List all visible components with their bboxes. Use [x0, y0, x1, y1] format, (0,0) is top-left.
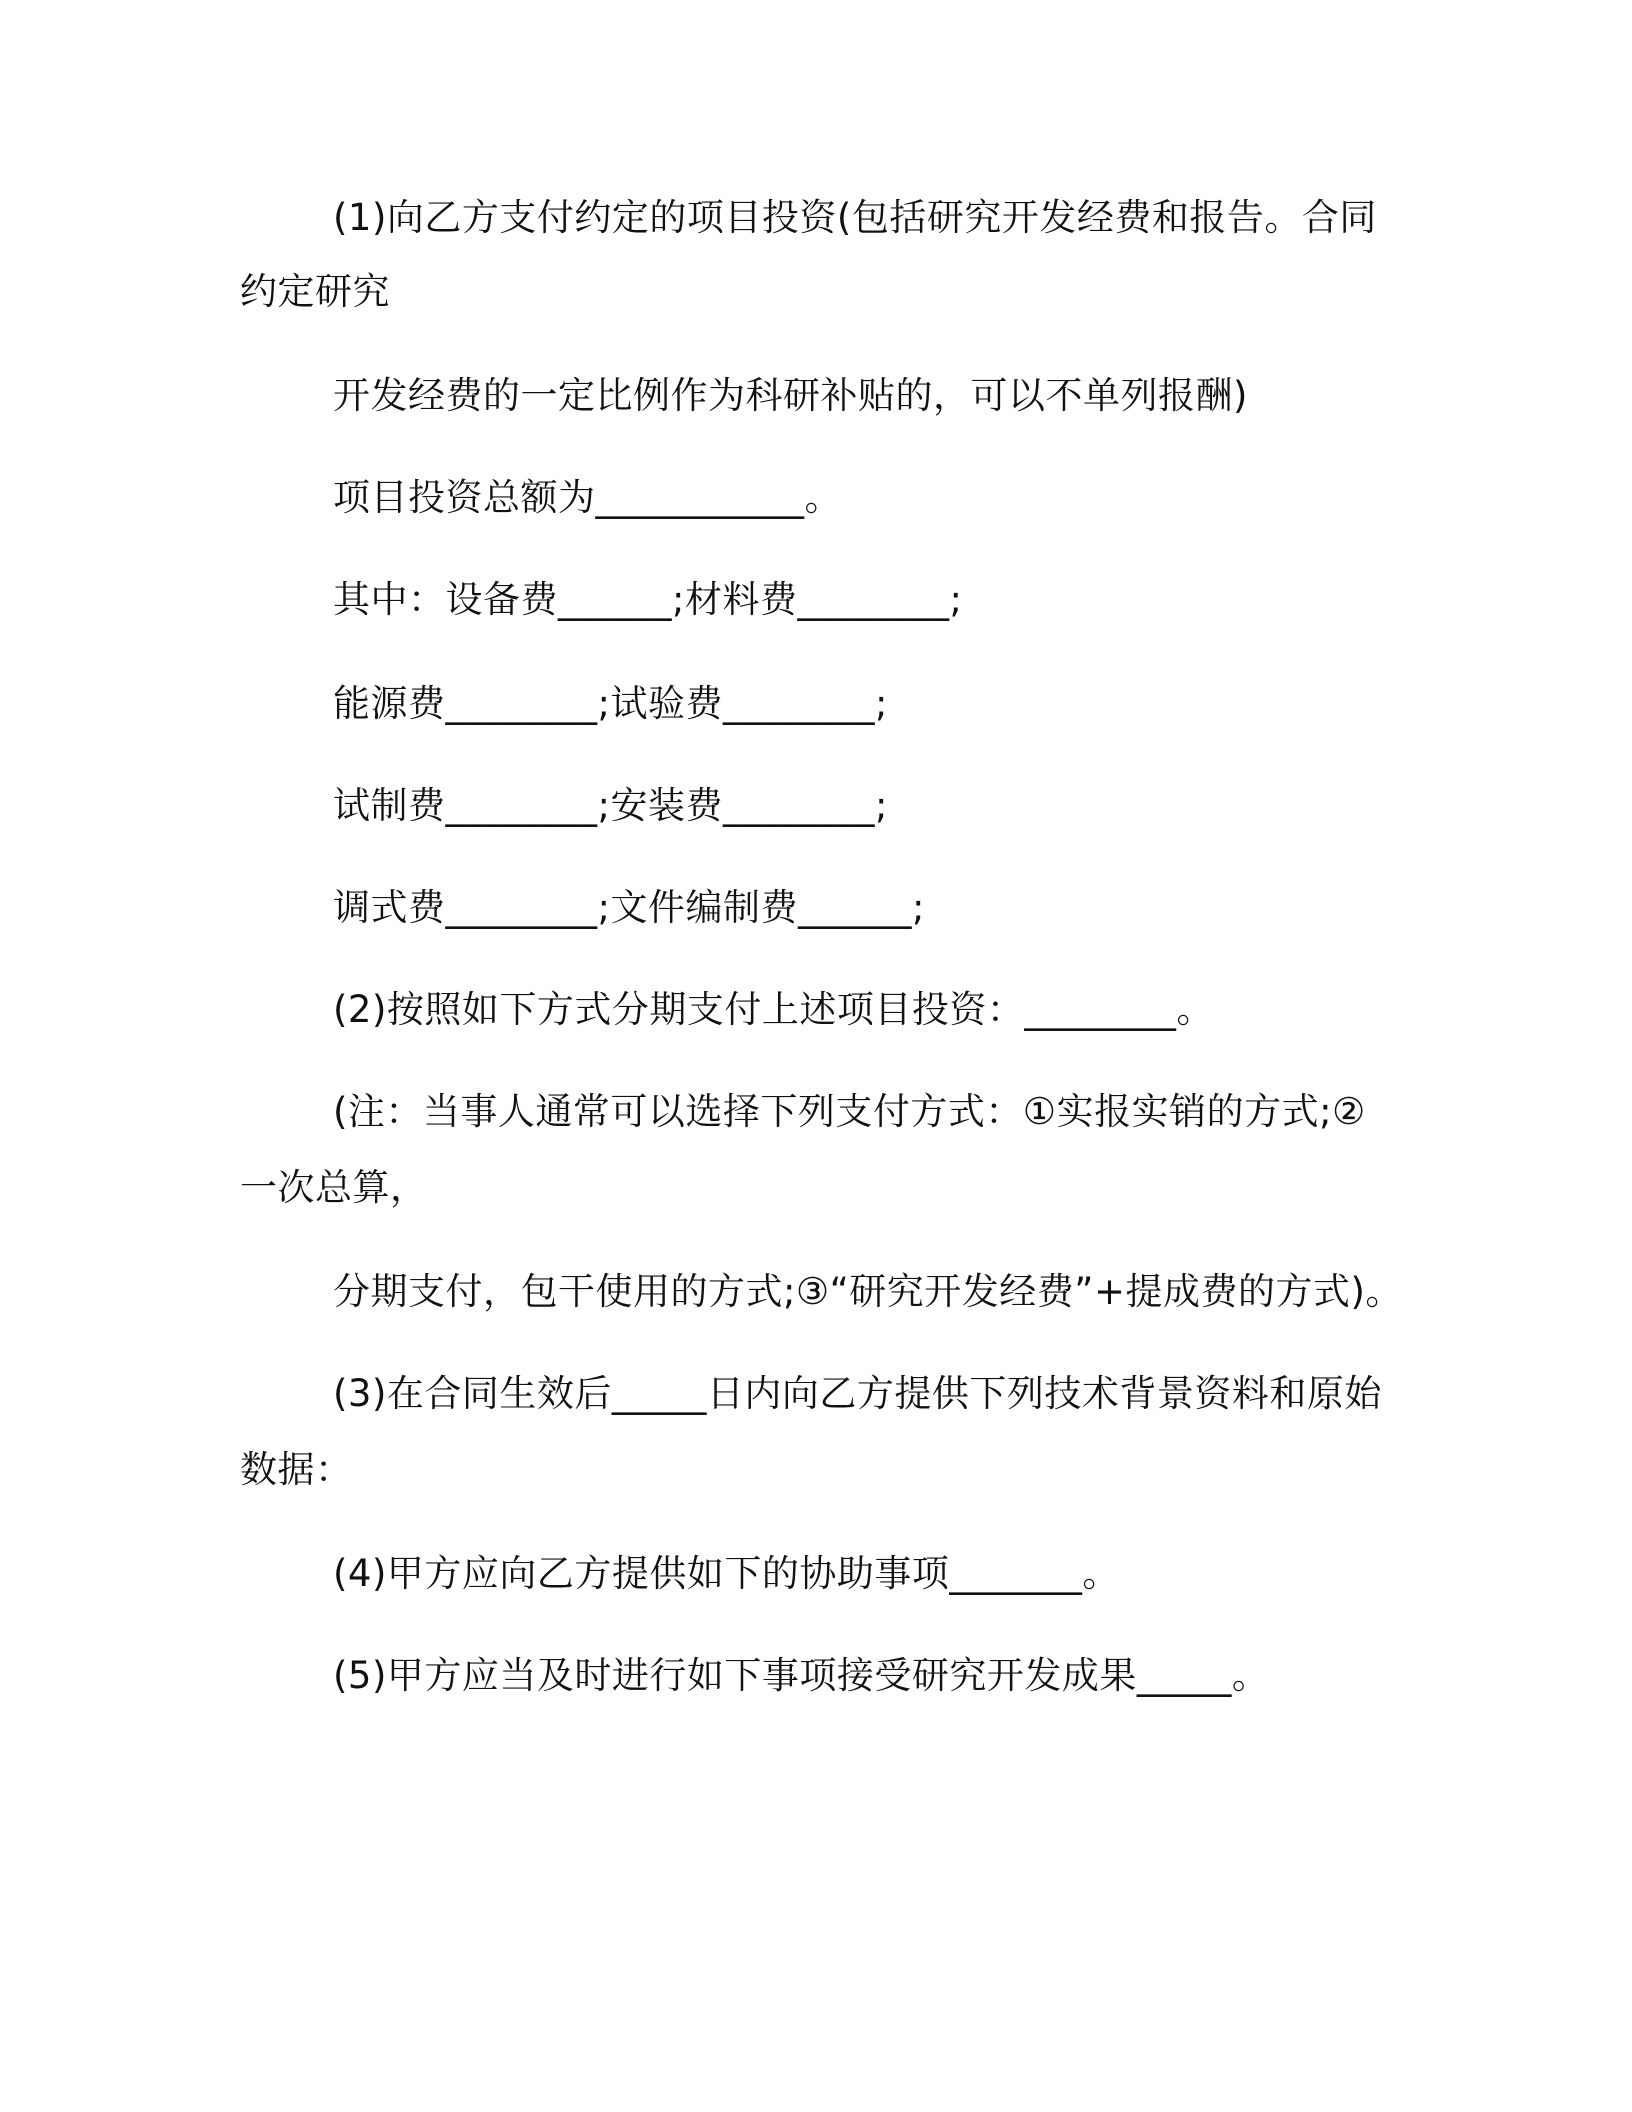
- clause-1-line-1: (1)向乙方支付约定的项目投资(包括研究开发经费和报告。合同: [333, 196, 1377, 239]
- note-line-3: 分期支付，包干使用的方式;③“研究开发经费”+提成费的方式)。: [333, 1270, 1403, 1313]
- clause-4-line: (4)甲方应向乙方提供如下的协助事项_______。: [333, 1552, 1120, 1595]
- total-investment-line: 项目投资总额为___________。: [333, 476, 842, 519]
- clause-1-line-2: 约定研究: [240, 270, 390, 313]
- cost-items-line-2: 能源费________;试验费________;: [333, 682, 888, 725]
- clause-3-line-2: 数据：: [240, 1448, 353, 1491]
- cost-items-line-3: 试制费________;安装费________;: [333, 784, 888, 827]
- note-line-2: 一次总算，: [240, 1166, 428, 1209]
- note-line-1: (注：当事人通常可以选择下列支付方式：①实报实销的方式;②: [333, 1090, 1366, 1133]
- clause-2-line: (2)按照如下方式分期支付上述项目投资：________。: [333, 988, 1214, 1031]
- cost-items-line-4: 调式费________;文件编制费______;: [333, 886, 925, 929]
- cost-items-line-1: 其中：设备费______;材料费________;: [333, 578, 963, 621]
- clause-5-line: (5)甲方应当及时进行如下事项接受研究开发成果_____。: [333, 1654, 1270, 1697]
- clause-3-line-1: (3)在合同生效后_____日内向乙方提供下列技术背景资料和原始: [333, 1372, 1382, 1415]
- clause-1-line-3: 开发经费的一定比例作为科研补贴的，可以不单列报酬): [333, 374, 1248, 417]
